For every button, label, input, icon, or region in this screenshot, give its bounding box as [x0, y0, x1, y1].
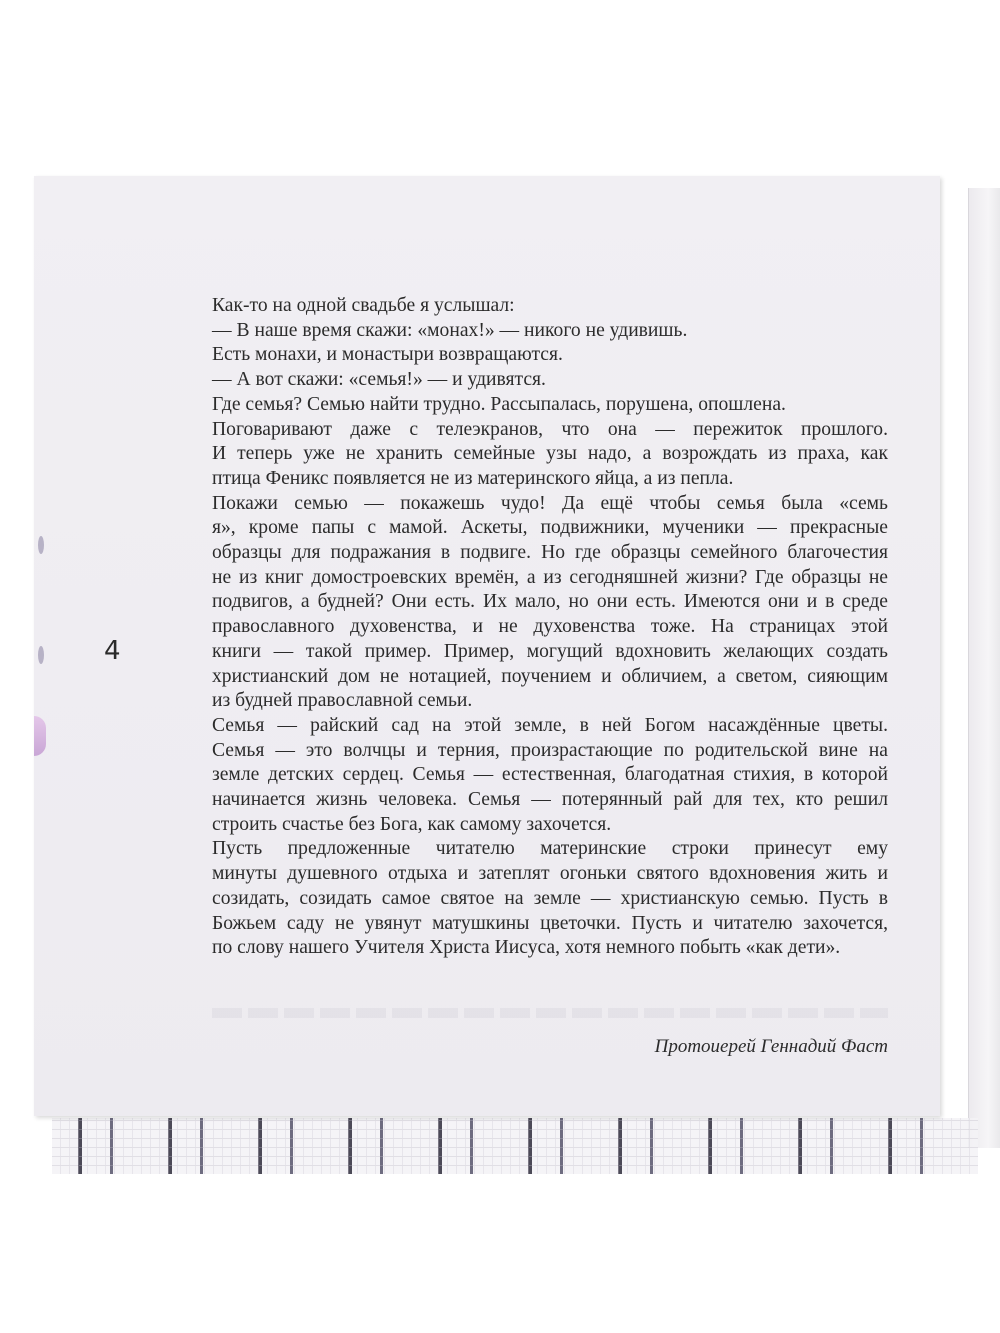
text-line: по слову нашего Учителя Христа Иисуса, хотя немного побыть «как дети». — [212, 937, 841, 959]
paragraph — [212, 837, 888, 961]
book — [34, 176, 1000, 1180]
text-line: начинается жизнь человека. Семья — потерянный рай для тех, кто решил — [212, 789, 888, 811]
leaf-icon — [38, 536, 44, 554]
text-line: из будней православной семьи. — [212, 690, 473, 712]
paragraph — [212, 492, 888, 714]
text-line: созидать, созидать самое святое на земле — христианскую семью. Пусть в — [212, 887, 888, 909]
faded-text-line — [212, 1008, 888, 1018]
paragraph — [212, 714, 888, 838]
cover-grid-pattern — [52, 1118, 978, 1174]
text-line: книги — такой пример. Пример, могущий вдохновить желающих создать — [212, 640, 888, 662]
page-edge-decoration — [34, 526, 48, 826]
right-page-edge — [968, 188, 1000, 1148]
text-line: Семья — райский сад на этой земле, в ней Богом насаждённые цветы. — [212, 714, 888, 736]
text-line: я», кроме папы с мамой. Аскеты, подвижники, мученики — прекрасные — [212, 517, 888, 539]
author-signature: Протоиерей Геннадий Фаст — [654, 1036, 888, 1057]
paragraph — [212, 294, 888, 418]
text-line: — В наше время скажи: «монах!» — никого не удивишь. — [212, 319, 688, 341]
text-line: Как-то на одной свадьбе я услышал: — [212, 295, 515, 316]
text-line: православного духовенства, и не духовенства тоже. На страницах этой — [212, 616, 888, 638]
text-line: образцы для подражания в подвиге. Но где образцы семейного благочестия — [212, 542, 888, 564]
text-line: не из книг домостроевских времён, а из сегодняшней жизни? Где образцы не — [212, 566, 888, 588]
text-line: Поговаривают даже с телеэкранов, что она — пережиток прошлого. — [212, 418, 888, 440]
text-line: Божьем саду не увянут матушкины цветочки. Пусть и читателю захочется, — [212, 912, 888, 934]
leaf-icon — [38, 646, 44, 664]
paragraph — [212, 418, 888, 492]
text-line: птица Феникс появляется не из материнского яйца, а из пепла. — [212, 467, 734, 489]
page-number: 4 — [104, 636, 121, 666]
text-line: И теперь уже не хранить семейные узы надо, а возрождать из праха, как — [212, 443, 888, 465]
text-line: подвигов, а будней? Они есть. Их мало, но они есть. Имеются они и в среде — [212, 591, 888, 613]
text-line: строить счастье без Бога, как самому захочется. — [212, 813, 612, 835]
text-line: Покажи семью — покажешь чудо! Да ещё чтобы семья была «семь — [212, 492, 888, 514]
text-line: Семья — это волчцы и терния, произрастающие по родительской вине на — [212, 739, 888, 761]
text-line: Пусть предложенные читателю материнские строки принесут ему — [212, 838, 888, 860]
text-line: минуты душевного отдыха и затеплят огоньки святого вдохновения жить и — [212, 863, 888, 885]
text-line: — А вот скажи: «семья!» — и удивятся. — [212, 369, 546, 391]
flower-icon — [34, 716, 46, 756]
body-text — [212, 294, 888, 961]
text-line: Где семья? Семью найти трудно. Рассыпалась, порушена, опошлена. — [212, 393, 786, 415]
text-line: Есть монахи, и монастыри возвращаются. — [212, 344, 563, 366]
text-line: христианский дом не нотацией, поучением и обличием, а светом, сияющим — [212, 665, 888, 687]
text-line: земле детских сердец. Семья — естественная, благодатная стихия, в которой — [212, 764, 888, 786]
book-page — [34, 176, 940, 1116]
